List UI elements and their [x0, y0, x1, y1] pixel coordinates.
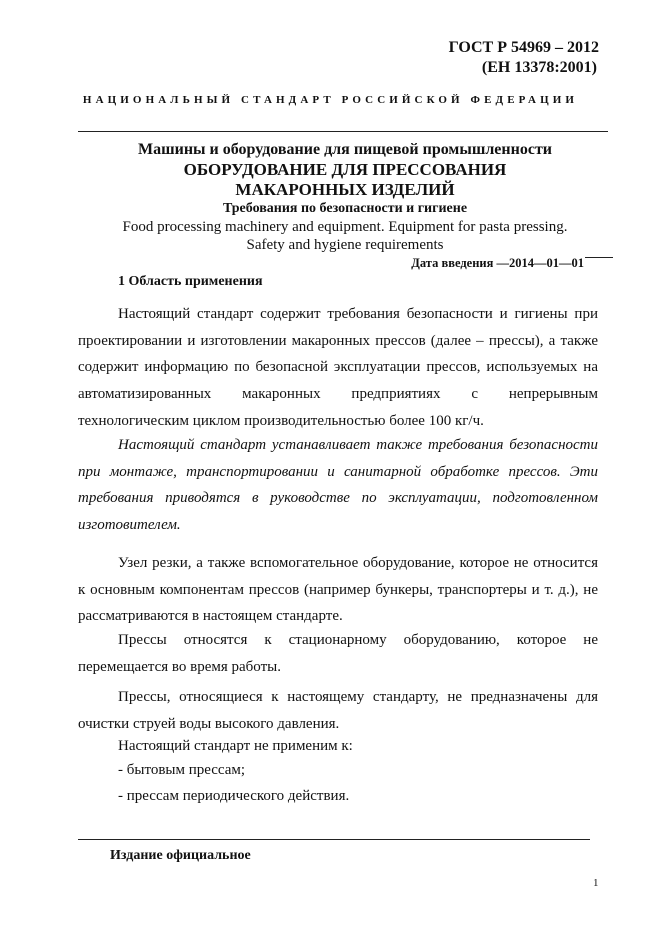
document-number — [449, 38, 599, 78]
paragraph-exclusions: Узел резки, а также вспомогательное оборудование, которое не относится к основным компонентам прессов (например бункеры, транспортеры и т. д.), не рассматриваются в настоящем стандарте. — [78, 555, 598, 625]
title-main-line2: МАКАРОННЫХ ИЗДЕЛИЙ — [235, 180, 455, 199]
title-subtitle: Требования по безопасности и гигиене — [222, 201, 468, 216]
top-divider — [78, 131, 608, 132]
paragraph-scope: Настоящий стандарт содержит требования безопасности и гигиены при проектировании и изготовлении макаронных прессов (далее – прессы), а также содержит информацию по безопасной эксплуатации прессов, используемых на автоматизированных макаронных предприятиях с непрерывным технологическим циклом производительностью более 100 кг/ч. — [78, 306, 598, 429]
list-item: - бытовым прессам; — [118, 762, 246, 778]
introduction-date: Дата введения —2014—01—01 — [411, 256, 584, 270]
title-main-line1: ОБОРУДОВАНИЕ ДЛЯ ПРЕССОВАНИЯ — [183, 160, 507, 179]
document-number-en: (ЕН 13378:2001) — [481, 59, 597, 76]
document-number-gost: ГОСТ Р 54969 – 2012 — [448, 39, 599, 56]
date-divider — [585, 257, 613, 258]
paragraph-cleaning: Прессы, относящиеся к настоящему стандарту, не предназначены для очистки струей воды высокого давления. — [78, 689, 598, 732]
title-category: Машины и оборудование для пищевой промышленности — [137, 141, 553, 158]
paragraph-stationary: Прессы относятся к стационарному оборудованию, которое не перемещается во время работы. — [78, 632, 598, 675]
bottom-divider — [78, 839, 590, 840]
section-heading: 1 Область применения — [118, 274, 263, 289]
title-english-line2: Safety and hygiene requirements — [246, 237, 444, 253]
standard-type-header: НАЦИОНАЛЬНЫЙ СТАНДАРТ РОССИЙСКОЙ ФЕДЕРАЦИИ — [82, 94, 579, 106]
title-english-line1: Food processing machinery and equipment. Equipment for pasta pressing. — [122, 219, 568, 235]
paragraph-additional-requirements: Настоящий стандарт устанавливает также требования безопасности при монтаже, транспортировании и санитарной обработке прессов. Эти требования приводятся в руководстве по эксплуатации, подготовленном изготовителем. — [78, 437, 598, 534]
paragraph-not-applicable: Настоящий стандарт не применим к: — [118, 738, 353, 754]
page-number: 1 — [593, 877, 599, 889]
official-edition-label: Издание официальное — [110, 848, 251, 863]
list-item: - прессам периодического действия. — [118, 788, 350, 804]
